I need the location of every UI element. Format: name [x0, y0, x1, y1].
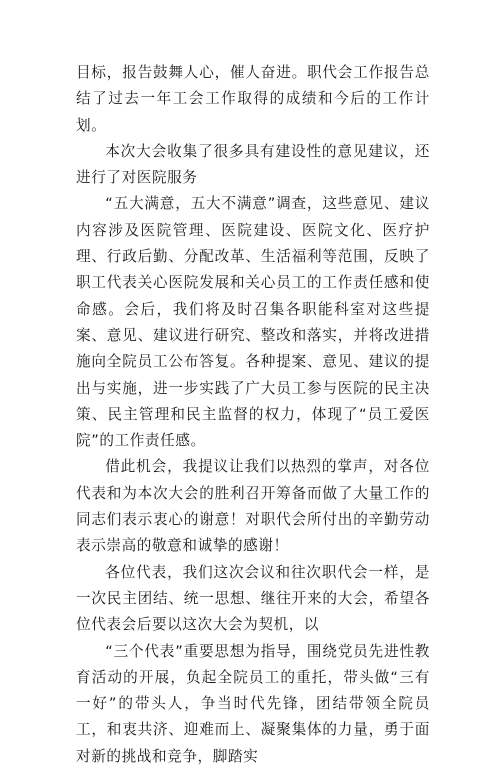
document-body	[76, 60, 430, 770]
paragraph-5: 各位代表，我们这次会议和往次职代会一样，是一次民主团结、统一思想、继往开来的大会，希望各位代表会后要以这次大会为契机，以	[76, 563, 430, 634]
paragraph-4: 借此机会，我提议让我们以热烈的掌声，对各位代表和为本次大会的胜利召开筹备而做了大量工作的同志们表示衷心的谢意！对职代会所付出的辛勤劳动表示崇高的敬意和诚挚的感谢！	[76, 458, 430, 555]
paragraph-1: 目标，报告鼓舞人心，催人奋进。职代会工作报告总结了过去一年工会工作取得的成绩和今后的工作计划。	[76, 64, 430, 134]
paragraph-2: 本次大会收集了很多具有建设性的意见建议，还进行了对医院服务	[76, 142, 430, 187]
paragraph-6: “三个代表”重要思想为指导，围绕党员先进性教育活动的开展，负起全院员工的重托，带头做“三有一好”的带头人，争当时代先锋，团结带领全院员工，和衷共济、迎难而上、凝聚集体的力量，勇于面对新的挑战和竞争，脚踏实	[76, 642, 430, 765]
paragraph-3: “五大满意，五大不满意”调查，这些意见、建议内容涉及医院管理、医院建设、医院文化、医疗护理、行政后勤、分配改革、生活福利等范围，反映了职工代表关心医院发展和关心员工的工作责任感和使命感。会后，我们将及时召集各职能科室对这些提案、意见、建议进行研究、整改和落实，并将改进措施向全院员工公布答复。各种提案、意见、建议的提出与实施，进一步实践了广大员工参与医院的民主决策、民主管理和民主监督的权力，体现了“员工爱医院”的工作责任感。	[76, 195, 430, 450]
